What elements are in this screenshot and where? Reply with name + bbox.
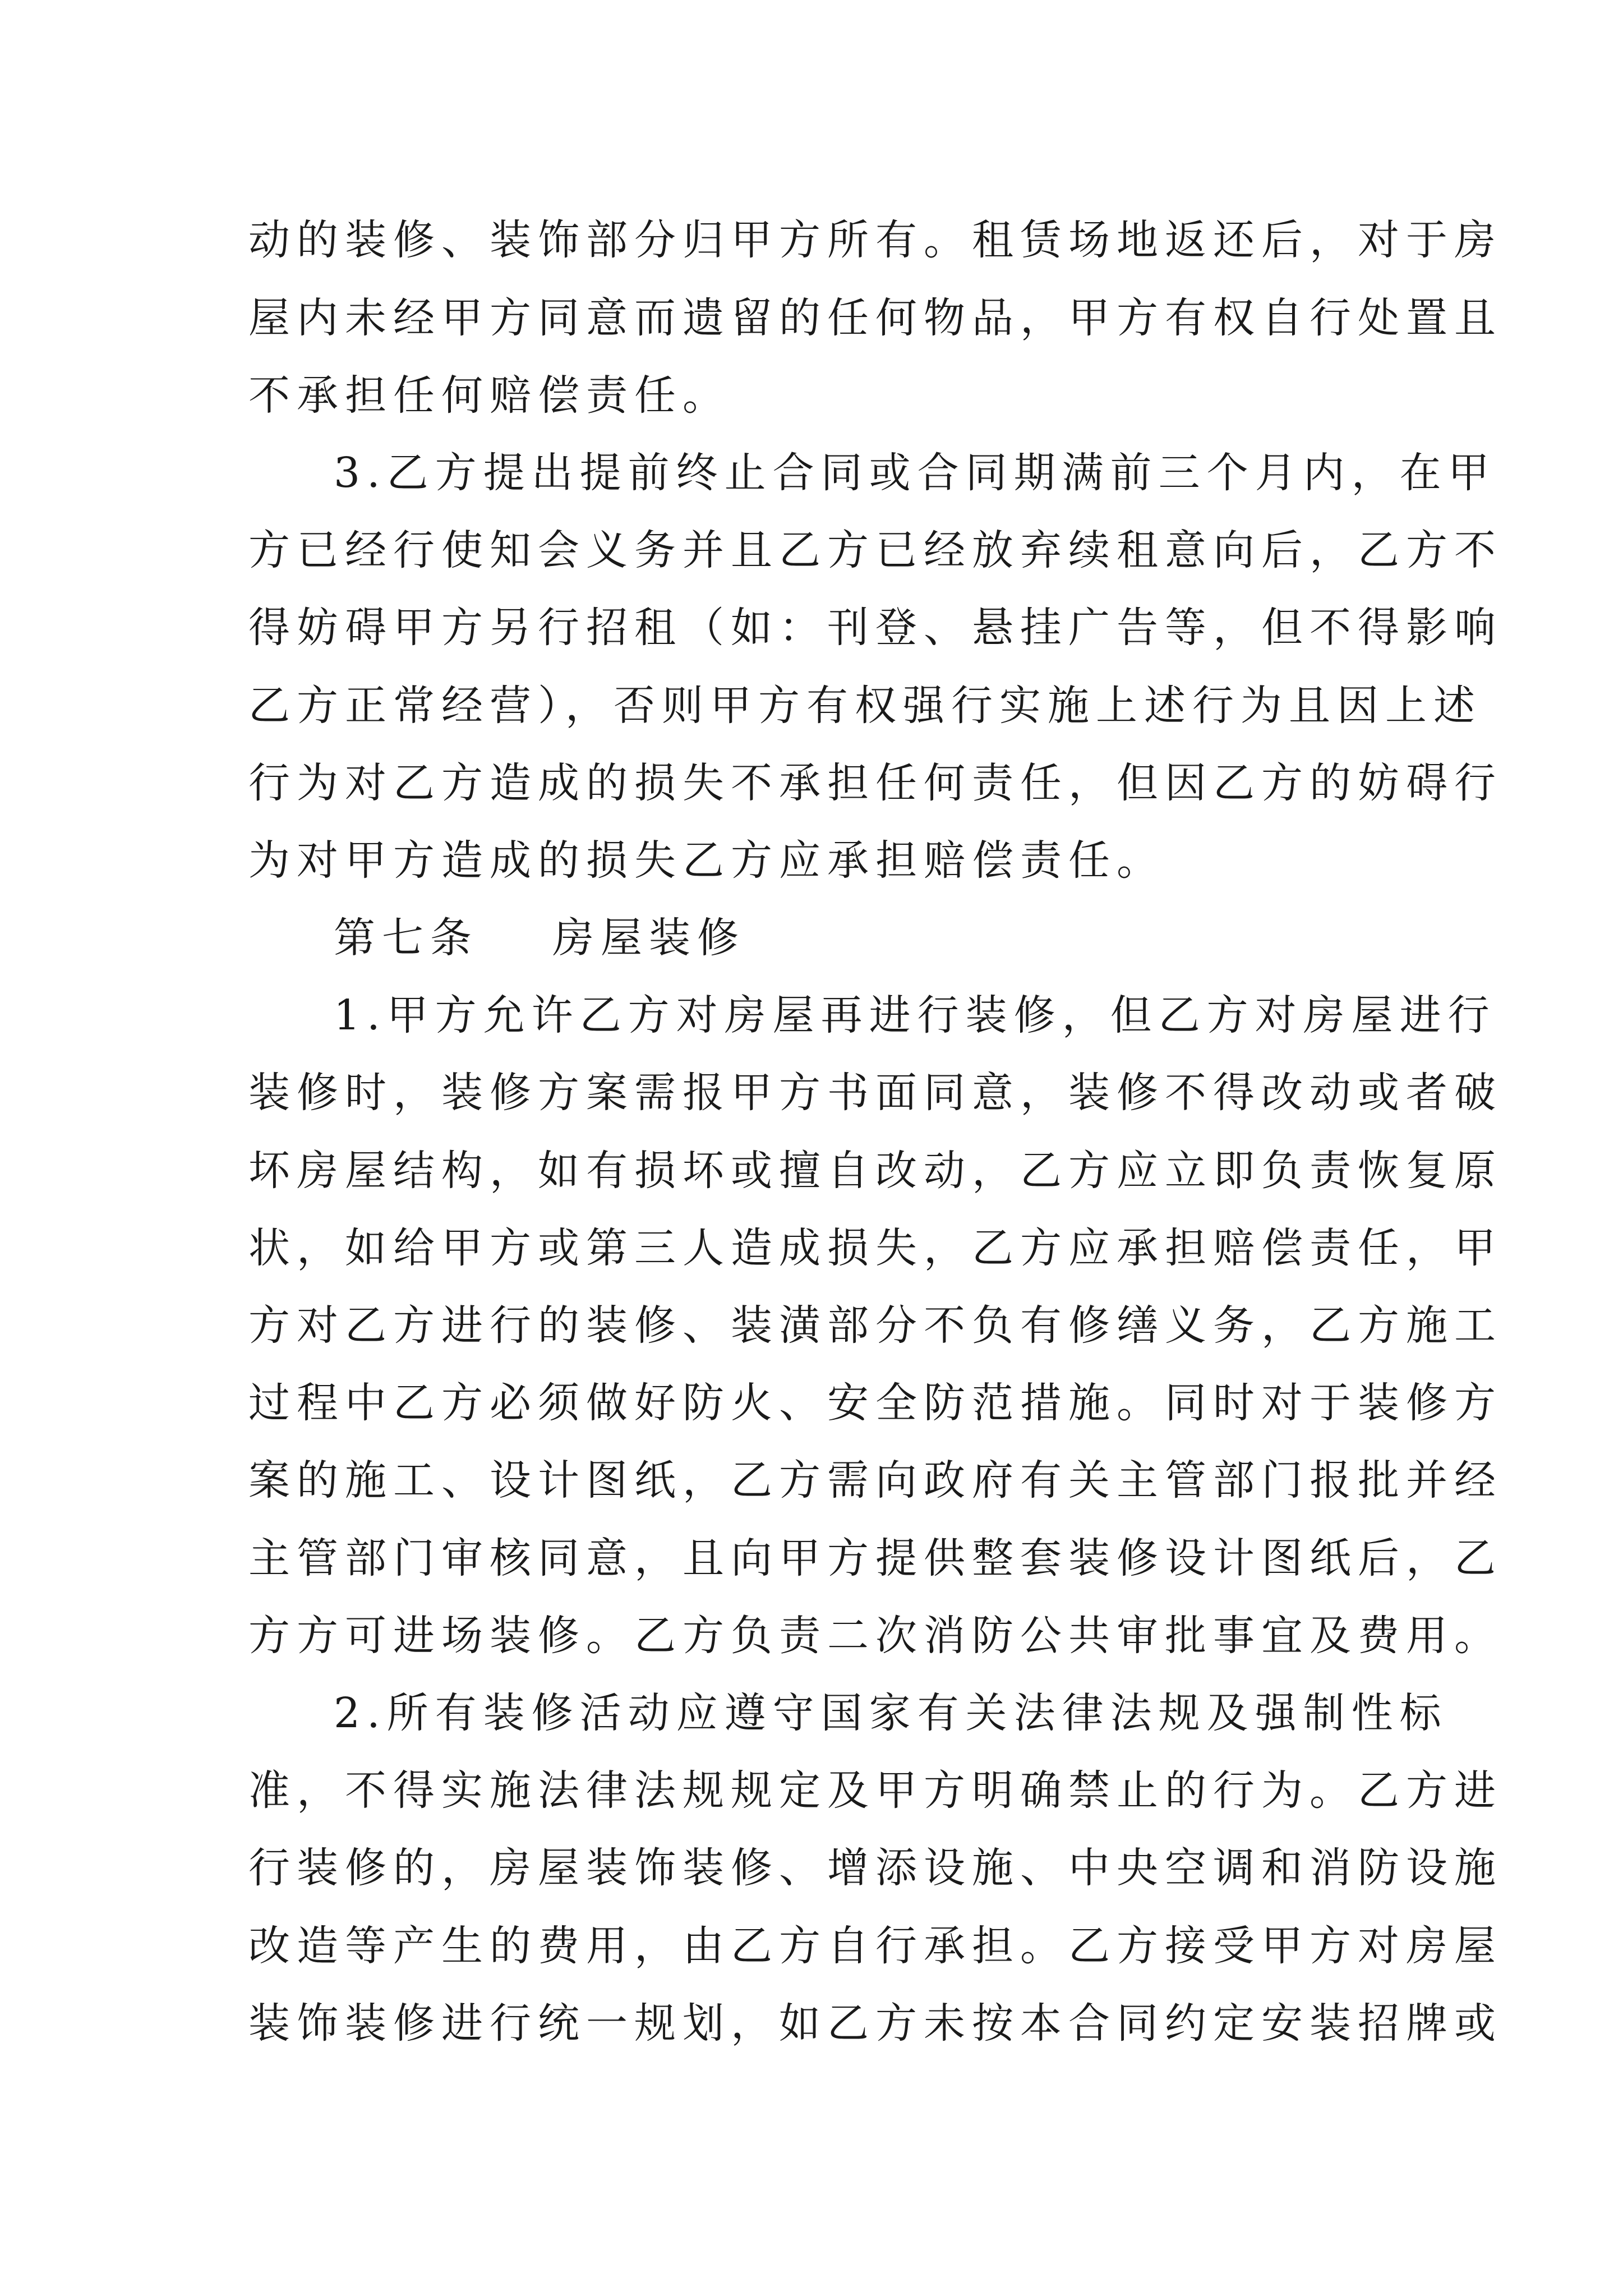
article-number: 第七条 bbox=[334, 914, 478, 962]
text-line: 方对乙方进行的装修、装潢部分不负有修缮义务，乙方施工 bbox=[248, 1301, 1502, 1350]
text-line: 状，如给甲方或第三人造成损失，乙方应承担赔偿责任，甲 bbox=[248, 1224, 1502, 1272]
text-line: 过程中乙方必须做好防火、安全防范措施。同时对于装修方 bbox=[248, 1379, 1502, 1427]
text-line: 坏房屋结构，如有损坏或擅自改动，乙方应立即负责恢复原 bbox=[248, 1147, 1502, 1195]
text-line: 动的装修、装饰部分归甲方所有。租赁场地返还后，对于房 bbox=[248, 216, 1502, 264]
text-line: 方方可进场装修。乙方负责二次消防公共审批事宜及费用。 bbox=[248, 1612, 1502, 1660]
text-line: 得妨碍甲方另行招租（如：刊登、悬挂广告等，但不得影响 bbox=[248, 604, 1502, 652]
text-line: 改造等产生的费用，由乙方自行承担。乙方接受甲方对房屋 bbox=[248, 1922, 1502, 1970]
text-line: 装修时，装修方案需报甲方书面同意，装修不得改动或者破 bbox=[248, 1069, 1502, 1117]
text-line: 方已经行使知会义务并且乙方已经放弃续租意向后，乙方不 bbox=[248, 526, 1502, 574]
text-line: 行为对乙方造成的损失不承担任何责任，但因乙方的妨碍行 bbox=[248, 759, 1502, 807]
text-line: 乙方正常经营），否则甲方有权强行实施上述行为且因上述 bbox=[248, 682, 1482, 730]
paragraph-start-line: 2.所有装修活动应遵守国家有关法律法规及强制性标 bbox=[334, 1689, 1448, 1737]
text-line: 准，不得实施法律法规规定及甲方明确禁止的行为。乙方进 bbox=[248, 1766, 1502, 1815]
text-line: 案的施工、设计图纸，乙方需向政府有关主管部门报批并经 bbox=[248, 1456, 1502, 1504]
text-line: 为对甲方造成的损失乙方应承担赔偿责任。 bbox=[248, 836, 1165, 885]
text-line: 装饰装修进行统一规划，如乙方未按本合同约定安装招牌或 bbox=[248, 1999, 1502, 2047]
text-line: 行装修的，房屋装饰装修、增添设施、中央空调和消防设施 bbox=[248, 1844, 1502, 1892]
text-line: 主管部门审核同意，且向甲方提供整套装修设计图纸后，乙 bbox=[248, 1534, 1502, 1582]
article-title: 房屋装修 bbox=[552, 914, 745, 962]
paragraph-start-line: 1.甲方允许乙方对房屋再进行装修，但乙方对房屋进行 bbox=[334, 991, 1496, 1039]
paragraph-start-line: 3.乙方提出提前终止合同或合同期满前三个月内，在甲 bbox=[334, 449, 1496, 497]
text-line: 不承担任何赔偿责任。 bbox=[248, 371, 731, 420]
text-line: 屋内未经甲方同意而遗留的任何物品，甲方有权自行处置且 bbox=[248, 294, 1502, 342]
